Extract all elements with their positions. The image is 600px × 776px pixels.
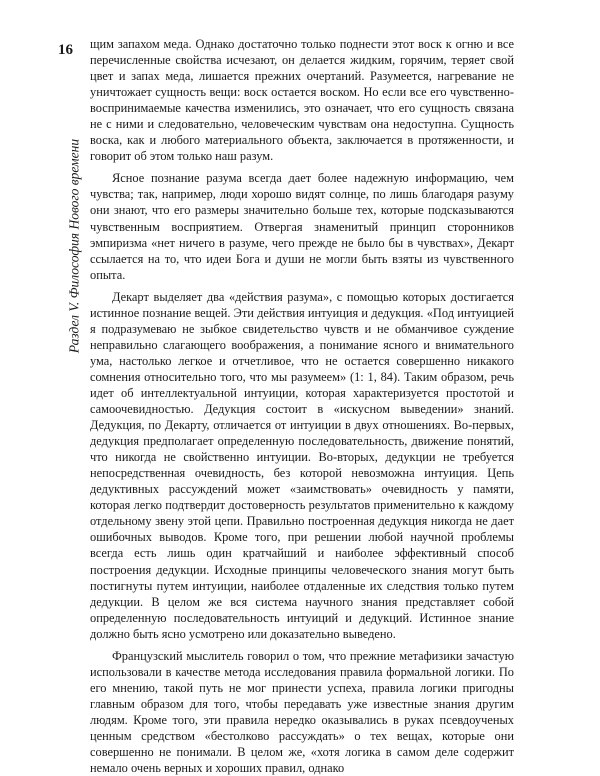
body-text — [90, 36, 514, 776]
paragraph-3: Декарт выделяет два «действия разума», с помощью которых достигается истинное познание вещей. Эти действия интуиция и дедукция. «Под интуицией я подразумеваю не зыбкое свидетельство чувств и не обманчивое суждение неправильно слагающего воображения, а понимание ясного и внимательного ума, настолько легкое и отчетливое, что не остается совершенно никакого сомнения относительно того, что мы разумеем» (1: 1, 84). Таким образом, речь идет об интеллектуальной интуиции, которая характеризуется простотой и самоочевидностью. Дедукция состоит в «искусном выведении» знаний. Дедукция, по Декарту, отличается от интуиции в двух отношениях. Во-первых, дедукция предполагает определенную последовательность, движение понятий, что никогда не свойственно интуиции. Во-вторых, дедукции не требуется непосредственная очевидность, без которой невозможна интуиция. Цепь дедуктивных рассуждений может «заимствовать» очевидность у памяти, которая легко подтвердит достоверность результатов применительно к каждому отдельному звену этой цепи. Правильно построенная дедукция никогда не дает ошибочных выводов. Кроме того, при решении любой научной проблемы всегда есть лишь один кратчайший и наиболее эффективный способ построения дедукции. Исходные принципы человеческого знания могут быть постигнуты путем интуиции, наиболее отдаленные их следствия только путем дедукции. В целом же вся система научного знания представляет собой определенную последовательность интуиций и дедукций. Истинное знание должно быть ясно усмотрено или доказательно выведено. — [90, 289, 514, 641]
running-head: Раздел V. Философия Нового времени — [66, 138, 82, 354]
paragraph-1: щим запахом меда. Однако достаточно только поднести этот воск к огню и все перечисленные свойства исчезают, он делается жидким, горячим, теряет свой цвет и запах меда, лишается прежних очертаний. Разумеется, нагревание не уничтожает сущность вещи: воск остается воском. Но если все его чувственно-воспринимаемые качества изменились, это означает, что его сущность связана не с ними и следовательно, человеческим чувствам она недоступна. Сущность воска, как и любого материального объекта, заключается в протяженности, и говорит об этом только наш разум. — [90, 37, 514, 164]
page-number: 16 — [58, 42, 73, 58]
paragraph-4: Французский мыслитель говорил о том, что прежние метафизики зачастую использовали в качестве метода исследования правила формальной логики. По его мнению, такой путь не мог принести успеха, правила логики пригодны главным образом для того, чтобы передавать уже известные знания другим людям. Кроме того, эти правила нередко оказывались в руках псевдоученых ценным средством «бестолково рассуждать» о тех вещах, которые они совершенно не понимали. В целом же, «хотя логика в самом деле содержит немало очень верных и хороших правил, однако — [90, 648, 514, 776]
paragraph-2: Ясное познание разума всегда дает более надежную информацию, чем чувства; так, например, люди хорошо видят солнце, по лишь благодаря разуму они знают, что его размеры значительно больше тех, которые подсказываются чувственным восприятием. Отвергая знаменитый принцип сторонников эмпиризма «нет ничего в разуме, чего прежде не было бы в чувствах», Декарт ссылается на то, что идеи Бога и души не могли быть взяты из чувственного опыта. — [90, 171, 514, 282]
